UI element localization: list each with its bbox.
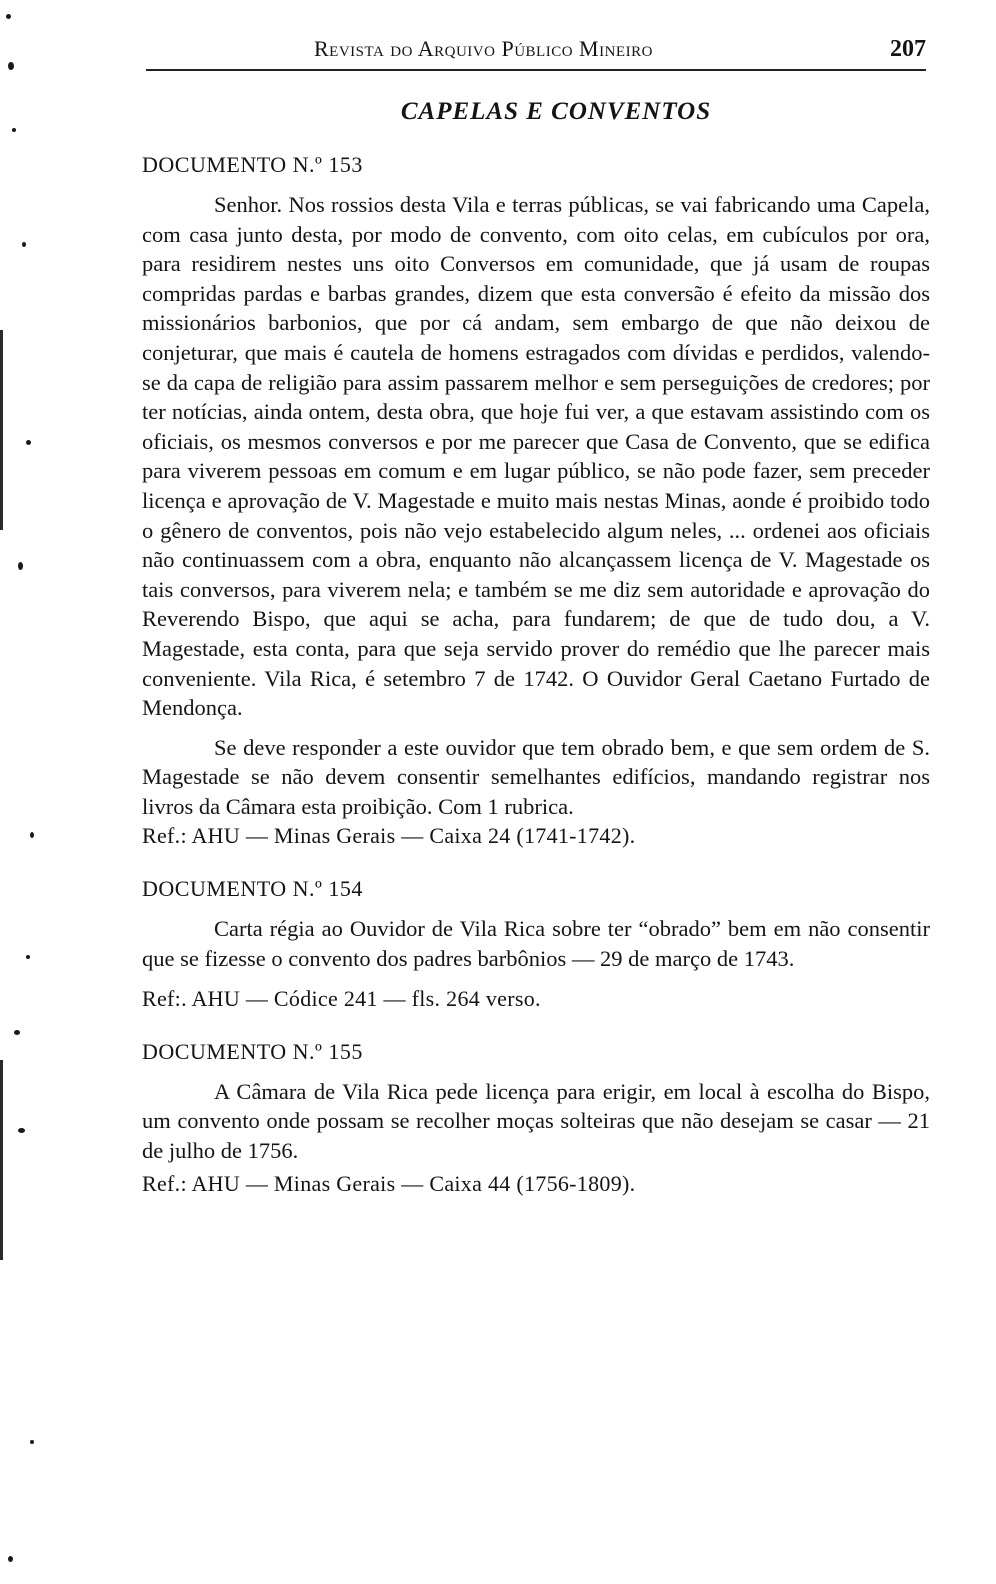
document-paragraph: A Câmara de Vila Rica pede licença para erigir, em local à escolha do Bispo, um convento onde possam se recolher moças solteiras que não desejam se casar — 21 de julho de 1756. — [142, 1078, 930, 1163]
document-paragraph: Senhor. Nos rossios desta Vila e terras públicas, se vai fabricando uma Capela, com casa junto desta, por modo de convento, com oito celas, em cubículos por ora, para residirem nestes uns oito Conversos em comunidade, que já usam de roupas compridas pardas e barbas grandes, dizem que esta conversão é efeito da missão dos missionários barbonios, que por cá andam, sem embargo de que não deixou de conjeturar, que mais é cautela de homens estragados com dívidas e perdidos, valendo-se da capa de religião para assim passarem melhor e sem perseguições de credores; por ter notícias, ainda ontem, desta obra, que hoje fui ver, a que estavam assistindo com os oficiais, os mesmos conversos e por me parecer que Casa de Convento, que se edifica para viverem pessoas em comum e em lugar público, se não pode fazer, sem preceder licença e aprovação de V. Magestade e muito mais nestas Minas, aonde é proibido todo o gênero de conventos, pois não vejo estabelecido algum neles, ... ordenei aos oficiais não continuassem com a obra, enquanto não alcançassem licença de V. Magestade os tais conversos, para viverem nela; e também se me diz sem autoridade e aprovação do Reverendo Bispo, que aqui se acha, para fundarem; de que de tudo dou, a V. Magestade, esta conta, para que seja servido prover do remédio que lhe parecer mais conveniente. Vila Rica, é setembro 7 de 1742. O Ouvidor Geral Caetano Furtado de Mendonça. — [142, 192, 930, 721]
scan-speck — [12, 128, 16, 132]
document-heading: DOCUMENTO N.º 153 — [142, 152, 363, 177]
scan-edge-line — [0, 1060, 3, 1260]
scan-speck — [8, 1556, 13, 1562]
document-155 — [142, 1039, 930, 1199]
section-title: CAPELAS E CONVENTOS — [400, 98, 712, 125]
document-heading: DOCUMENTO N.º 155 — [142, 1038, 363, 1064]
document-heading: DOCUMENTO N.º 154 — [142, 876, 363, 902]
scan-speck — [18, 562, 23, 570]
document-reference: Ref.: AHU — Minas Gerais — Caixa 44 (1756-1809). — [142, 1171, 636, 1197]
document-153 — [142, 152, 930, 850]
document-154 — [142, 876, 930, 1012]
scan-edge-line — [0, 330, 3, 530]
scan-speck — [8, 62, 14, 70]
scan-speck — [26, 955, 30, 959]
main-content — [142, 98, 930, 1198]
running-title: Revista do Arquivo Público Mineiro — [314, 36, 653, 61]
page-number: 207 — [890, 36, 926, 62]
document-paragraph: Se deve responder a este ouvidor que tem obrado bem, e que sem ordem de S. Magestade se não devem consentir semelhantes edifícios, mandando registrar nos livros da Câmara esta proibição. Com 1 rubrica. — [142, 734, 930, 819]
scan-speck — [18, 1128, 25, 1133]
document-paragraph: Carta régia ao Ouvidor de Vila Rica sobre ter “obrado” bem em não consentir que se fizesse o convento dos padres barbônios — 29 de março de 1743. — [142, 916, 930, 972]
page-header — [146, 36, 926, 70]
scan-speck — [26, 440, 31, 445]
document-reference: Ref:. AHU — Códice 241 — fls. 264 verso. — [142, 985, 541, 1011]
scan-speck — [30, 832, 34, 838]
header-rule — [146, 69, 926, 71]
scan-speck — [14, 1030, 20, 1035]
scan-speck — [22, 242, 26, 247]
scan-speck — [30, 1440, 34, 1444]
scan-speck — [6, 14, 11, 19]
document-reference: Ref.: AHU — Minas Gerais — Caixa 24 (1741-1742). — [142, 823, 636, 849]
